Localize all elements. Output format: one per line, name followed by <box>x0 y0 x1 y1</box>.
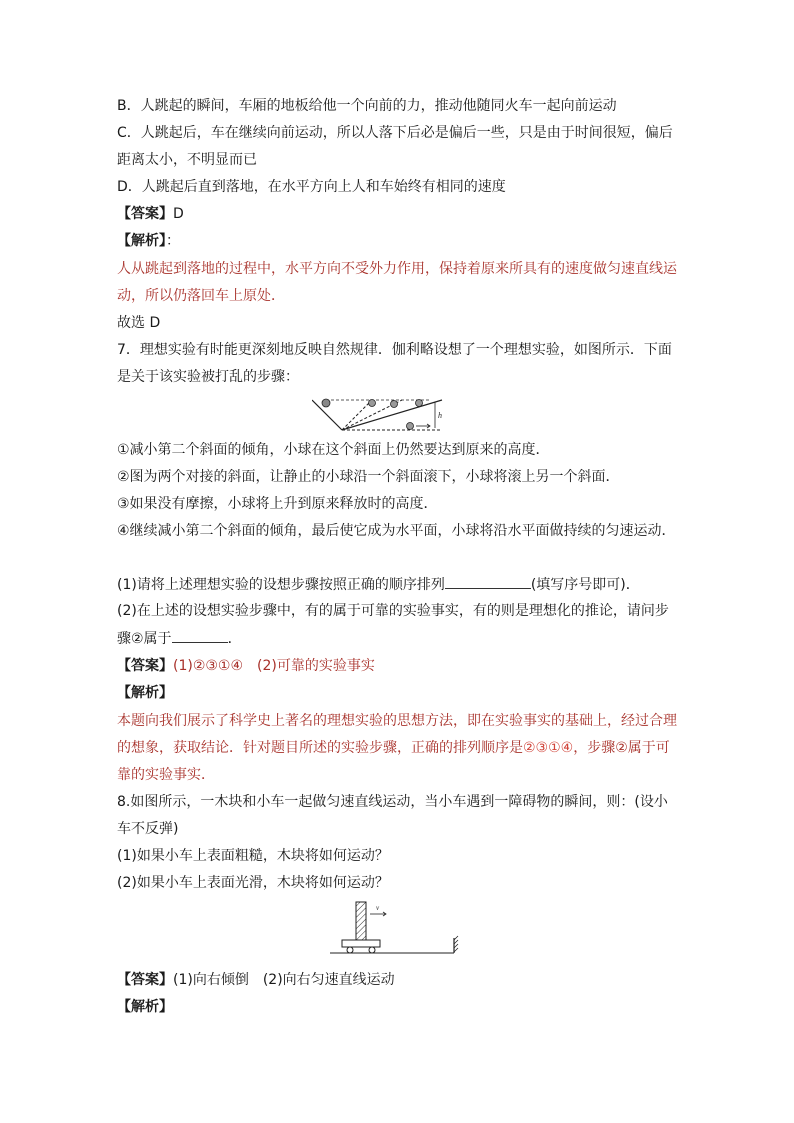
q6-option-c-line2: 距离太小，不明显而已 <box>117 152 257 168</box>
ball-position-2 <box>369 400 376 407</box>
wooden-block <box>356 902 366 940</box>
cart-wheel-right <box>369 947 375 953</box>
velocity-label: v <box>376 904 380 912</box>
answer-label: 【答案】 <box>117 658 173 674</box>
q6-analysis-line2: 动，所以仍落回车上原处． <box>117 288 285 304</box>
analysis-suffix: ： <box>166 233 180 249</box>
cart-wheel-left <box>347 947 353 953</box>
q7-answer <box>117 656 375 676</box>
ball-on-plane <box>407 423 414 430</box>
q6-analysis-heading <box>117 231 180 251</box>
q8-answer <box>117 970 395 990</box>
answer-label: 【答案】 <box>117 972 173 988</box>
q7-sub-question-1 <box>117 574 640 595</box>
q8-sub-question-1: (1)如果小车上表面粗糙，木块将如何运动？ <box>117 848 389 864</box>
q6-conclusion: 故选 D <box>117 315 161 331</box>
answer-value: (1)向右倾倒 (2)向右匀速直线运动 <box>173 972 395 988</box>
answer-value: (1)②③①④ (2)可靠的实验事实 <box>173 658 375 674</box>
q7-analysis-line2a: 的想象，获取结论．针对题目所述的实验步骤，正确的排列顺序是 <box>117 740 523 756</box>
q6-option-c-line1: C．人跳起后，车在继续向前运动，所以人落下后必是偏后一些，只是由于时间很短，偏后 <box>117 125 673 141</box>
q7-analysis-order: ②③①④ <box>523 740 574 756</box>
q7-stem-line2: 是关于该实验被打乱的步骤： <box>117 369 299 385</box>
q7-analysis-line2 <box>117 738 670 758</box>
height-label: h <box>438 411 442 420</box>
q6-option-b: B．人跳起的瞬间，车厢的地板给他一个向前的力，推动他随同火车一起向前运动 <box>117 98 617 114</box>
q7-stem-line1: 7．理想实验有时能更深刻地反映自然规律．伽利略设想了一个理想实验，如图所示．下面 <box>117 342 672 358</box>
q7-sub1-suffix: (填写序号即可)． <box>530 577 640 593</box>
q8-stem-line1: 8.如图所示，一木块和小车一起做匀速直线运动，当小车遇到一障碍物的瞬间，则：(设小 <box>117 794 668 810</box>
ball-start <box>322 399 330 407</box>
q7-analysis-line1: 本题向我们展示了科学史上著名的理想实验的思想方法，即在实验事实的基础上，经过合理 <box>117 713 677 729</box>
q7-sub-question-2-line1: (2)在上述的设想实验步骤中，有的属于可靠的实验事实，有的则是理想化的推论，请问步 <box>117 603 669 619</box>
q7-step-3: ③如果没有摩擦，小球将上升到原来释放时的高度． <box>117 496 438 512</box>
q7-sub2-prefix: 骤②属于 <box>117 631 172 647</box>
q6-answer <box>117 204 184 224</box>
q7-step-4: ④继续减小第二个斜面的倾角，最后使它成为水平面，小球将沿水平面做持续的匀速运动． <box>117 523 676 539</box>
q8-stem-line2: 车不反弹) <box>117 821 179 837</box>
q8-analysis-heading: 【解析】 <box>117 999 173 1015</box>
q7-analysis-line2c: ，步骤②属于可 <box>573 740 670 756</box>
answer-value: D <box>173 206 184 222</box>
q8-sub-question-2: (2)如果小车上表面光滑，木块将如何运动？ <box>117 875 389 891</box>
q7-step-1: ①减小第二个斜面的倾角，小球在这个斜面上仍然要达到原来的高度． <box>117 442 550 458</box>
q7-analysis-heading: 【解析】 <box>117 685 173 701</box>
q7-step-2: ②图为两个对接的斜面，让静止的小球沿一个斜面滚下，小球将滚上另一个斜面． <box>117 469 620 485</box>
answer-blank-1 <box>445 574 531 589</box>
answer-label: 【答案】 <box>117 206 173 222</box>
ball-position-3 <box>391 401 398 408</box>
wall-hatching <box>454 936 458 952</box>
analysis-label: 【解析】 <box>117 233 166 249</box>
q7-sub-question-2-line2 <box>117 628 242 649</box>
ball-position-4 <box>416 400 423 407</box>
q7-sub1-prefix: (1)请将上述理想实验的设想步骤按照正确的顺序排列 <box>117 577 445 593</box>
cart-block-figure <box>330 898 462 960</box>
q7-analysis-line3: 靠的实验事实． <box>117 767 215 783</box>
q6-option-d: D．人跳起后直到落地，在水平方向上人和车始终有相同的速度 <box>117 179 506 195</box>
q7-sub2-suffix: ． <box>227 631 242 647</box>
inclined-planes-figure <box>312 394 452 434</box>
q6-analysis-line1: 人从跳起到落地的过程中，水平方向不受外力作用，保持着原来所具有的速度做匀速直线运 <box>117 261 677 277</box>
cart-body <box>342 940 380 947</box>
answer-blank-2 <box>172 628 228 643</box>
